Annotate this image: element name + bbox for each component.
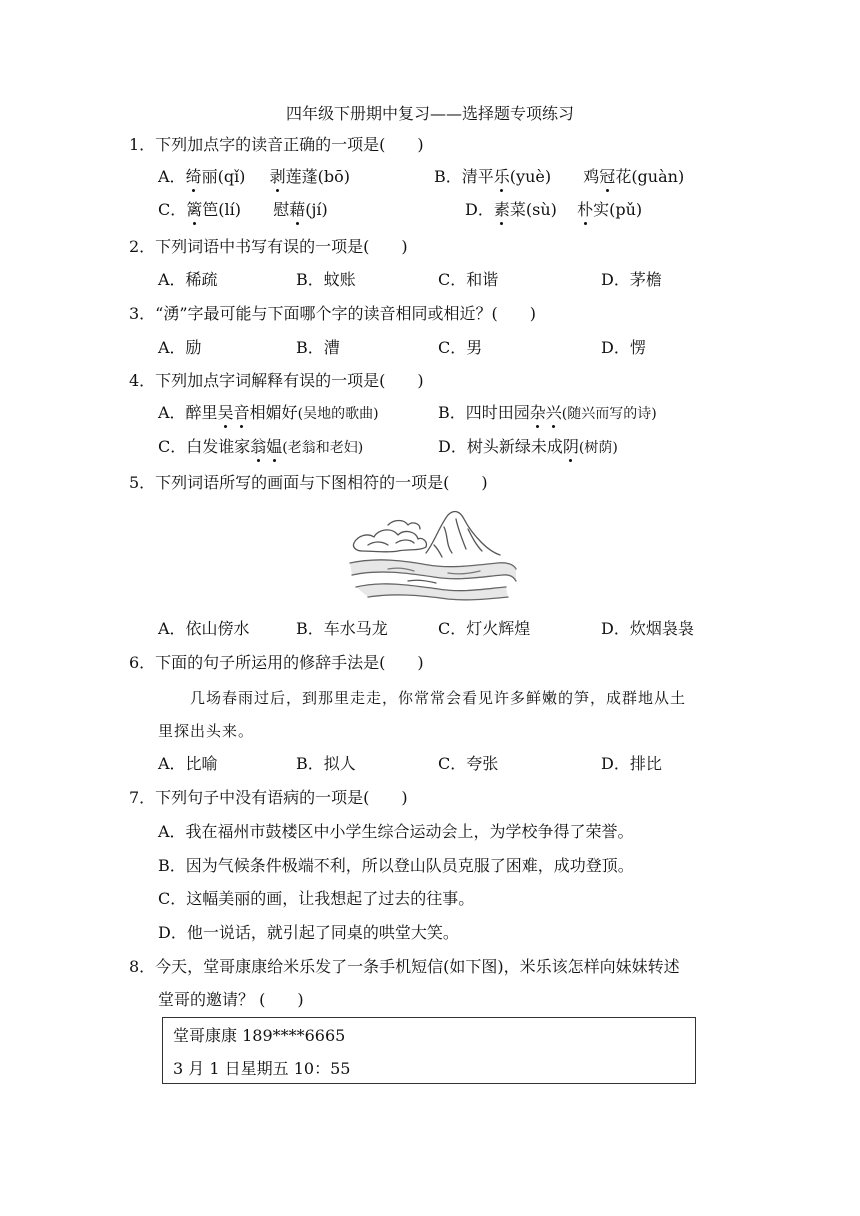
- q2-option-b: B．蚊账: [296, 270, 356, 289]
- question-8-stem-line-2: 堂哥的邀请？ ( ): [158, 990, 304, 1009]
- q1-option-d: D．素菜(sù) 朴实(pǔ): [465, 200, 643, 219]
- q2-option-c: C．和谐: [438, 270, 499, 289]
- q6-option-c: C．夸张: [438, 754, 499, 773]
- q6-passage-line-2: 里探出头来。: [158, 722, 255, 740]
- q4-option-d: D．树头新绿未成阴(树荫): [438, 437, 618, 456]
- q7-option-d: D．他一说话，就引起了同桌的哄堂大笑。: [158, 923, 459, 942]
- q5-option-c: C．灯火辉煌: [438, 619, 531, 638]
- q5-option-b: B．车水马龙: [296, 619, 388, 638]
- q7-option-c: C．这幅美丽的画，让我想起了过去的往事。: [158, 889, 475, 908]
- sms-time: 3 月 1 日星期五 10：55: [173, 1059, 351, 1078]
- q7-option-b: B．因为气候条件极端不利，所以登山队员克服了困难，成功登顶。: [158, 856, 634, 875]
- q1-option-c: C．篱笆(lí) 慰藉(jí): [158, 200, 328, 219]
- question-8-stem-line-1: 8．今天，堂哥康康给米乐发了一条手机短信(如下图)，米乐该怎样向妹妹转述: [129, 957, 680, 976]
- question-2-stem: 2．下列词语中书写有误的一项是( ): [129, 237, 408, 256]
- question-1-stem: 1．下列加点字的读音正确的一项是( ): [129, 135, 424, 154]
- q6-option-d: D．排比: [601, 754, 662, 773]
- page-title: 四年级下册期中复习——选择题专项练习: [285, 104, 574, 123]
- sms-sender: 堂哥康康 189****6665: [173, 1026, 346, 1045]
- q6-passage-line-1: 几场春雨过后，到那里走走，你常常会看见许多鲜嫩的笋，成群地从土: [190, 689, 687, 707]
- q4-option-a: A．醉里吴音相媚好(吴地的歌曲): [158, 403, 379, 422]
- q1-option-b: B．清平乐(yuè) 鸡冠花(guàn): [434, 167, 685, 186]
- q6-option-b: B．拟人: [296, 754, 356, 773]
- landscape-illustration: [348, 505, 518, 603]
- sms-message-box: [162, 1017, 696, 1084]
- question-7-stem: 7．下列句子中没有语病的一项是( ): [129, 788, 408, 807]
- q3-option-d: D．愣: [601, 338, 646, 357]
- q4-option-c: C．白发谁家翁媪(老翁和老妇): [158, 437, 364, 456]
- question-6-stem: 6．下面的句子所运用的修辞手法是( ): [129, 653, 424, 672]
- q2-option-a: A．稀疏: [158, 270, 218, 289]
- q5-option-d: D．炊烟袅袅: [601, 619, 694, 638]
- question-3-stem: 3．“湧”字最可能与下面哪个字的读音相同或相近？( ): [129, 304, 537, 323]
- q5-option-a: A．依山傍水: [158, 619, 250, 638]
- q3-option-c: C．男: [438, 338, 483, 357]
- q3-option-a: A．励: [158, 338, 202, 357]
- question-5-stem: 5．下列词语所写的画面与下图相符的一项是( ): [129, 473, 488, 492]
- q2-option-d: D．茅檐: [601, 270, 662, 289]
- question-4-stem: 4．下列加点字词解释有误的一项是( ): [129, 371, 424, 390]
- q7-option-a: A．我在福州市鼓楼区中小学生综合运动会上，为学校争得了荣誉。: [158, 822, 634, 841]
- q4-option-b: B．四时田园杂兴(随兴而写的诗): [438, 403, 657, 422]
- q6-option-a: A．比喻: [158, 754, 218, 773]
- q1-option-a: A．绮丽(qǐ) 剥莲蓬(bō): [158, 167, 351, 186]
- q3-option-b: B．漕: [296, 338, 340, 357]
